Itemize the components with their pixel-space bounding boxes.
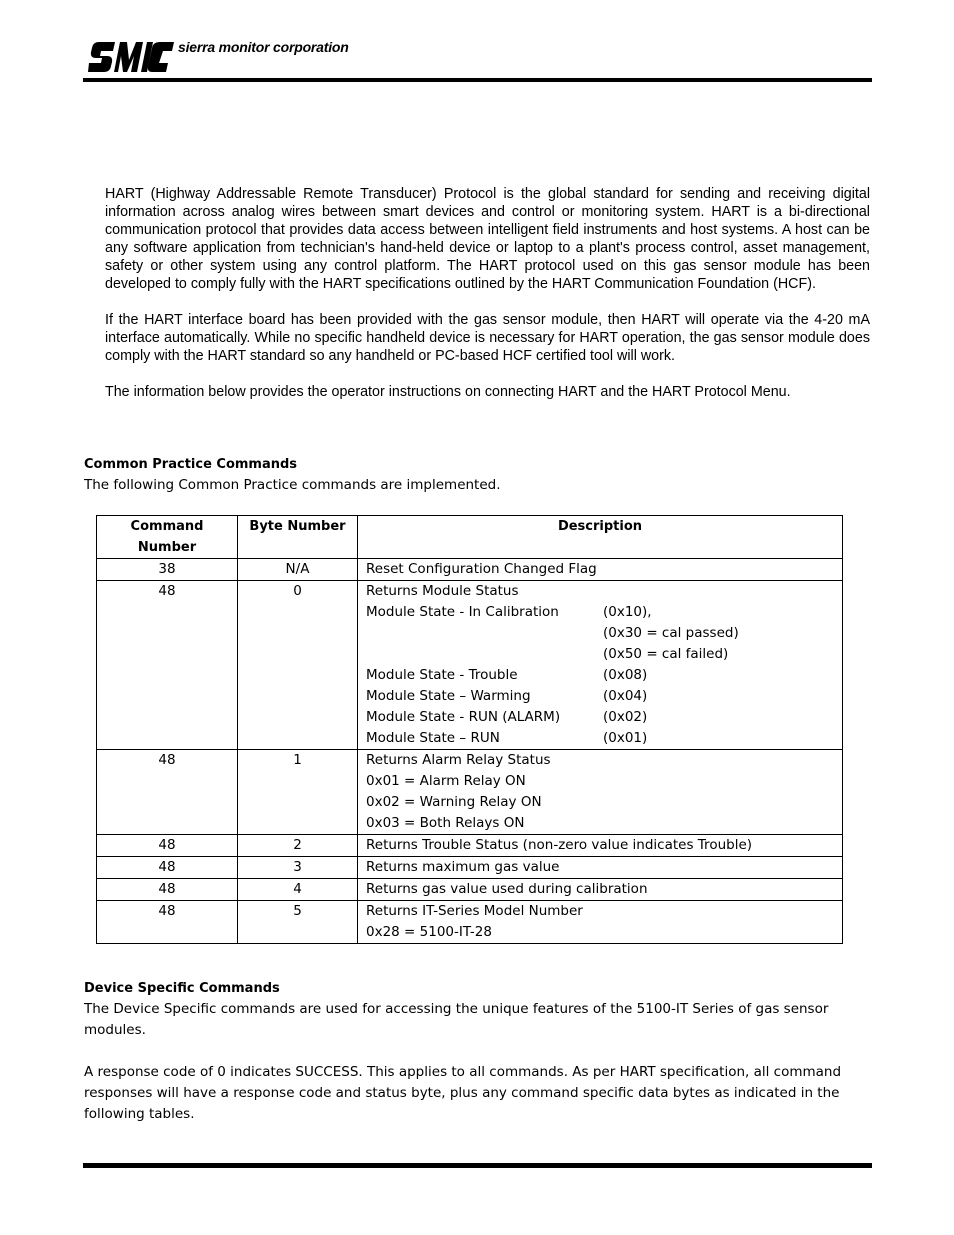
description-text: Module State - RUN (ALARM) [366,709,561,725]
description-text: Returns Module Status [366,583,519,599]
header-description: Description [358,516,843,559]
description-cell [358,857,843,879]
description-cell [358,901,843,944]
command-number-cell: 48 [97,750,238,835]
command-number-cell: 48 [97,857,238,879]
command-number-cell: 48 [97,581,238,750]
description-value: (0x10), [603,604,652,620]
intro-paragraph: HART (Highway Addressable Remote Transducer) Protocol is the global standard for sending and receiving digital information across analog wires between smart devices and control or monitoring system. HART is a bi-directional communication protocol that provides data access between intelligent field instruments and host systems. A host can be any software application from technician's hand-held device or laptop to a plant's process control, asset management, safety or other system using any control platform. The HART protocol used on this gas sensor module has been developed to comply fully with the HART specifications outlined by the HART Communication Foundation (HCF). [105,186,870,292]
byte-number-cell: 0 [238,581,358,750]
description-value: (0x08) [603,667,648,683]
description-line [366,835,842,856]
intro-section [105,185,870,419]
description-text: 0x02 = Warning Relay ON [366,794,542,810]
command-number-cell: 48 [97,835,238,857]
description-line [366,559,842,580]
description-line [366,728,842,749]
description-value: (0x02) [603,709,648,725]
description-cell [358,581,843,750]
table-row [97,581,843,750]
description-line [366,922,842,943]
description-value: (0x04) [603,688,648,704]
command-number-cell: 48 [97,901,238,944]
table-row [97,750,843,835]
description-line [366,901,842,922]
description-text: Module State – RUN [366,730,500,746]
description-cell [358,559,843,581]
description-line [366,602,842,623]
intro-paragraph: The information below provides the operator instructions on connecting HART and the HART Protocol Menu. [105,384,791,400]
description-text [366,623,603,644]
description-line [366,707,842,728]
command-number-cell: 48 [97,879,238,901]
section-paragraph-line: A response code of 0 indicates SUCCESS. This applies to all commands. As per HART specification, all command [84,1064,842,1080]
description-text: Returns Alarm Relay Status [366,752,551,768]
section-paragraph-line: following tables. [84,1106,195,1122]
description-line [366,879,842,900]
description-value: (0x50 = cal failed) [603,646,729,662]
section-paragraph-line: The Device Specific commands are used for accessing the unique features of the 5100-IT Series of gas sensor [84,1001,829,1017]
header-command-number: Command Number [97,516,238,559]
description-line [366,771,842,792]
company-logo [86,40,349,74]
description-text: Returns gas value used during calibration [366,881,648,897]
section-paragraph-line: responses will have a response code and status byte, plus any command specific data bytes as indicated in the [84,1085,840,1101]
description-text: Returns IT-Series Model Number [366,903,583,919]
description-text: Module State - In Calibration [366,604,559,620]
description-text: Reset Configuration Changed Flag [366,561,597,577]
byte-number-cell: 5 [238,901,358,944]
description-line [366,644,842,665]
description-text: 0x01 = Alarm Relay ON [366,773,526,789]
table-row [97,879,843,901]
table-row [97,559,843,581]
description-text: Returns maximum gas value [366,859,560,875]
section-title: Common Practice Commands [84,457,298,472]
description-value: (0x30 = cal passed) [603,625,739,641]
description-line [366,857,842,878]
byte-number-cell: 4 [238,879,358,901]
description-text: Module State – Warming [366,688,531,704]
table-row [97,835,843,857]
byte-number-cell: 1 [238,750,358,835]
description-line [366,750,842,771]
header-byte-number: Byte Number [238,516,358,559]
description-cell [358,879,843,901]
description-cell [358,835,843,857]
description-text [366,644,603,665]
description-line [366,665,842,686]
table-body [97,559,843,944]
description-line [366,792,842,813]
intro-paragraph: If the HART interface board has been provided with the gas sensor module, then HART will operate via the 4-20 mA interface automatically. While no specific handheld device is necessary for HART operation, the gas sensor module does comply with the HART standard so any handheld or PC-based HCF certified tool will work. [105,312,870,364]
smc-logo-icon [86,40,176,74]
byte-number-cell: 3 [238,857,358,879]
byte-number-cell: 2 [238,835,358,857]
commands-table [96,515,843,944]
device-specific-section [84,978,841,1125]
description-text: 0x03 = Both Relays ON [366,815,525,831]
byte-number-cell: N/A [238,559,358,581]
command-number-cell: 38 [97,559,238,581]
description-text: 0x28 = 5100-IT-28 [366,924,492,940]
table-row [97,857,843,879]
common-practice-section [84,454,501,496]
company-name: sierra monitor corporation [178,39,349,55]
description-cell [358,750,843,835]
section-subtitle: The following Common Practice commands are implemented. [84,477,501,493]
table-row [97,901,843,944]
description-line [366,623,842,644]
section-paragraph-line: modules. [84,1022,146,1038]
description-line [366,581,842,602]
header-rule [83,78,872,82]
section-title: Device Specific Commands [84,981,280,996]
description-text: Returns Trouble Status (non-zero value indicates Trouble) [366,837,753,853]
description-line [366,813,842,834]
description-line [366,686,842,707]
table-header-row [97,516,843,559]
description-value: (0x01) [603,730,648,746]
description-text: Module State - Trouble [366,667,518,683]
footer-rule [83,1163,872,1168]
